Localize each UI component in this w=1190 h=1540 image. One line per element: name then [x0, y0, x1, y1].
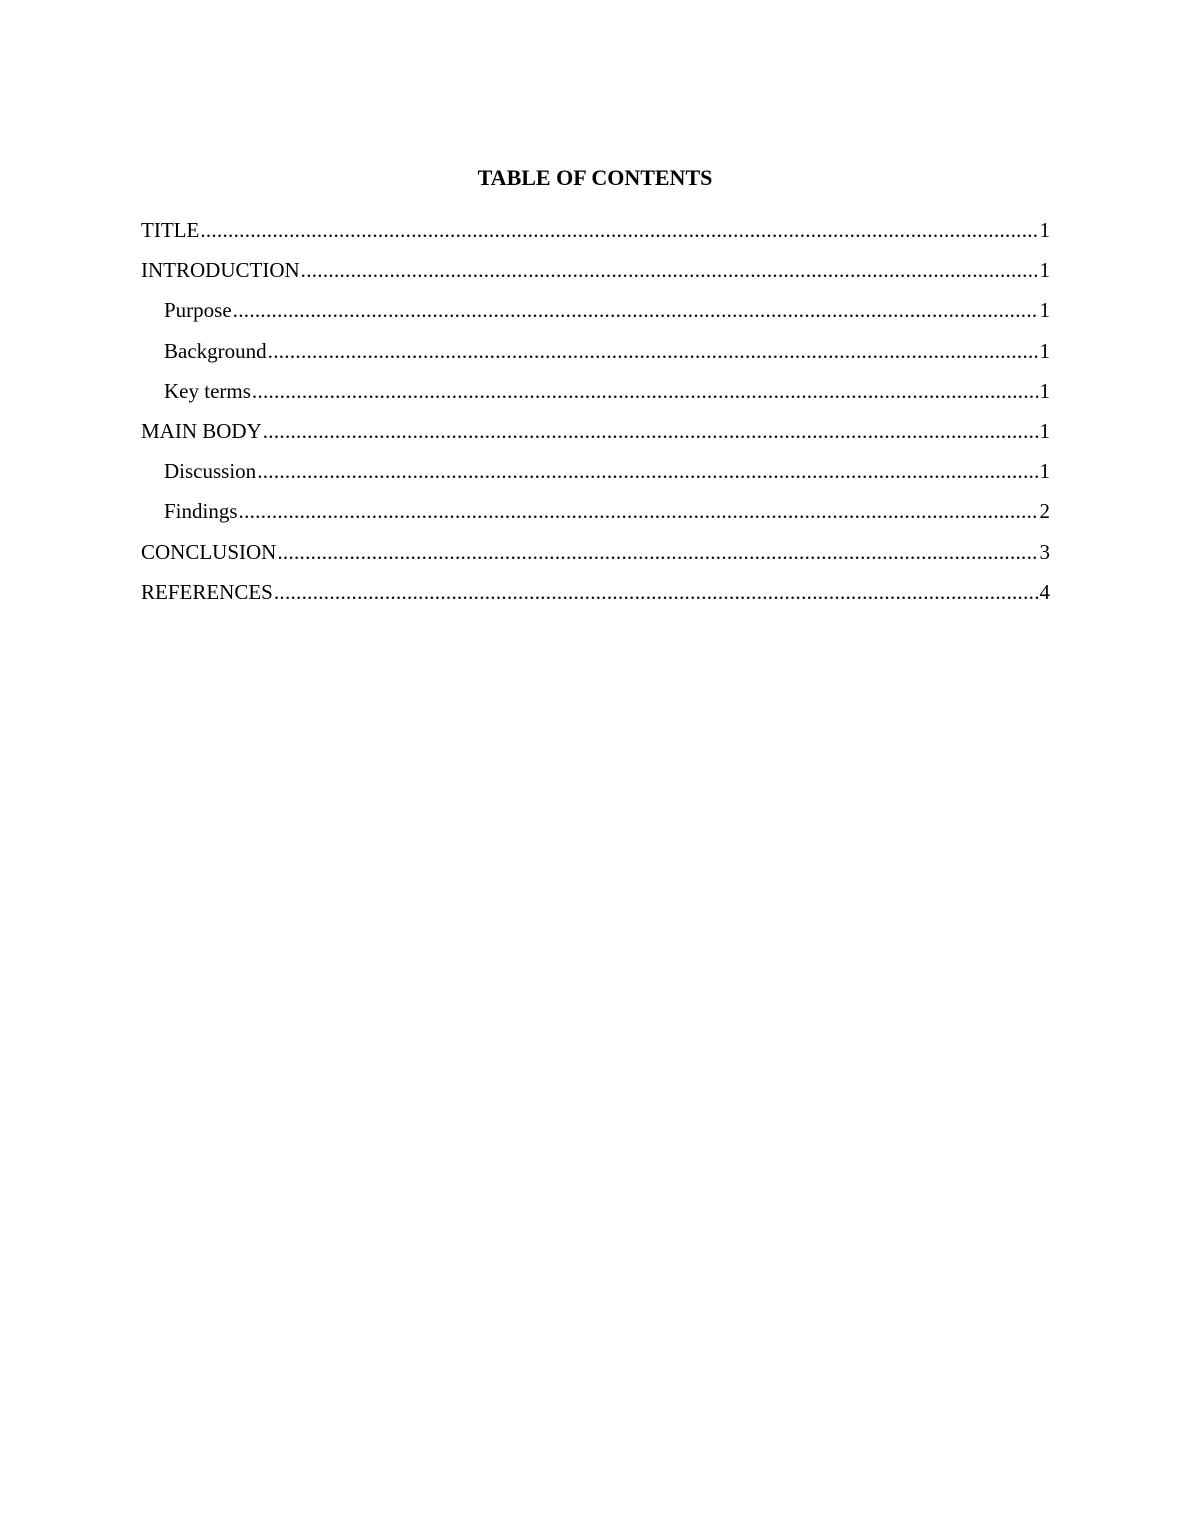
toc-entry-introduction[interactable] [141, 255, 1050, 295]
toc-page-number: 3 [1039, 539, 1050, 564]
toc-entry-label: MAIN BODY [141, 418, 262, 443]
toc-heading: TABLE OF CONTENTS [477, 165, 713, 190]
toc-entry-background[interactable] [141, 336, 1050, 376]
toc-dot-leader [239, 496, 1039, 526]
toc-entry-label: Key terms [164, 378, 251, 403]
toc-page-number: 1 [1039, 258, 1050, 283]
toc-entry-purpose[interactable] [141, 295, 1050, 335]
toc-entry-label: CONCLUSION [141, 539, 277, 564]
toc-entry-label: Background [164, 338, 267, 363]
toc-entry-title[interactable] [141, 215, 1050, 255]
toc-list [141, 215, 1050, 617]
toc-page-number: 4 [1039, 579, 1050, 604]
toc-entry-main-body[interactable] [141, 416, 1050, 456]
toc-dot-leader [200, 215, 1038, 245]
toc-entry-discussion[interactable] [141, 456, 1050, 496]
toc-dot-leader [277, 537, 1038, 567]
toc-page-number: 1 [1039, 338, 1050, 363]
toc-dot-leader [274, 577, 1039, 607]
toc-dot-leader [268, 336, 1039, 366]
toc-dot-leader [301, 255, 1039, 285]
toc-dot-leader [233, 295, 1039, 325]
toc-entry-conclusion[interactable] [141, 537, 1050, 577]
toc-entry-label: INTRODUCTION [141, 258, 300, 283]
toc-entry-label: TITLE [141, 218, 200, 242]
toc-entry-label: Findings [164, 499, 238, 524]
toc-dot-leader [252, 376, 1039, 406]
toc-entry-references[interactable] [141, 577, 1050, 617]
toc-entry-key-terms[interactable] [141, 376, 1050, 416]
toc-page-number: 1 [1039, 459, 1050, 484]
toc-page-number: 1 [1039, 378, 1050, 403]
toc-entry-label: Discussion [164, 459, 257, 484]
toc-page-number: 1 [1039, 298, 1050, 323]
toc-dot-leader [257, 456, 1038, 486]
toc-entry-label: REFERENCES [141, 579, 273, 604]
toc-page-number: 2 [1039, 499, 1050, 524]
toc-entry-label: Purpose [164, 298, 232, 323]
toc-dot-leader [263, 416, 1039, 446]
toc-page-number: 1 [1039, 218, 1050, 242]
toc-entry-findings[interactable] [141, 496, 1050, 536]
toc-page-number: 1 [1039, 418, 1050, 443]
